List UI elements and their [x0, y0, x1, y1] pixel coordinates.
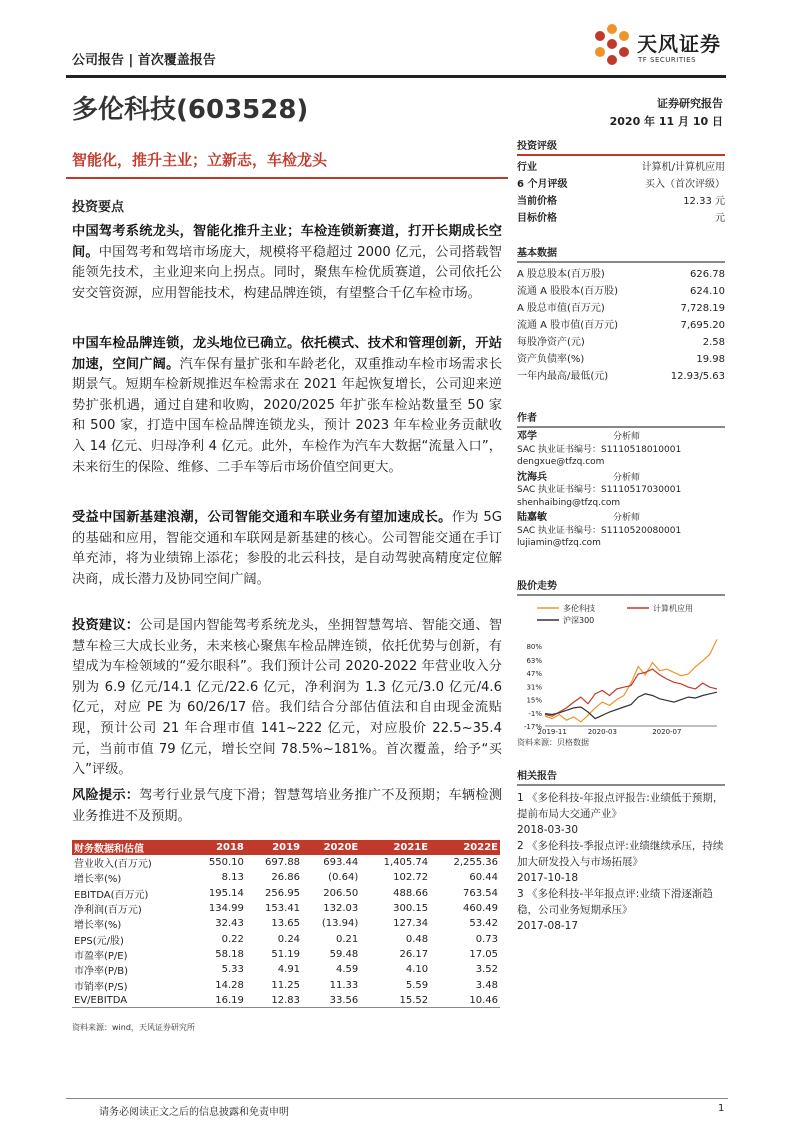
rating-row	[517, 159, 725, 176]
basic-data-row	[517, 351, 725, 368]
basic-data-panel	[517, 244, 725, 385]
basic-data-row	[517, 283, 725, 300]
paragraph-4-bold: 投资建议：	[72, 618, 140, 633]
table-cell: 488.66	[393, 887, 429, 899]
page-title: 多伦科技(603528)	[72, 95, 309, 125]
table-cell: 10.46	[430, 993, 500, 1008]
table-cell: 53.42	[469, 918, 498, 930]
table-cell: 460.49	[463, 903, 498, 915]
paragraph-2	[72, 334, 502, 478]
author-cert: SAC 执业证书编号：S1110520080001	[517, 525, 682, 536]
table-cell: 市净率(P/B)	[74, 966, 129, 978]
x-tick-label: 2019-11	[537, 728, 567, 736]
basic-data-value: 7,695.20	[680, 320, 725, 331]
table-cell: 8.13	[221, 872, 244, 884]
table-cell: 134.99	[208, 903, 244, 915]
authors-heading: 作者	[517, 409, 725, 428]
subtitle: 智能化，推升主业；立新志，车检龙头	[72, 151, 328, 169]
y-tick-label: 80%	[526, 643, 542, 651]
table-cell: 0.24	[277, 933, 301, 945]
table-cell: 增长率(%)	[74, 874, 122, 886]
table-row	[72, 931, 500, 946]
paragraph-1-text: 中国驾考和驾培市场庞大，规模将平稳超过 2000 亿元，公司搭载智能领先技术，主业迎来向上拐点。同时，聚焦车检优质赛道，公司依托公安交管资源，应用智能技术，构建品牌连锁，有望整合千亿车检市场。	[72, 244, 502, 301]
rating-row	[517, 193, 725, 210]
tf-logo-icon	[590, 22, 634, 68]
table-cell: EBITDA(百万元)	[74, 889, 149, 901]
table-source: 资料来源：wind，天风证券研究所	[72, 1023, 195, 1032]
rating-heading: 投资评级	[517, 137, 725, 156]
financial-table-header	[72, 840, 500, 855]
paragraph-3-text: 作为 5G 的基础和应用，智能交通和车联网是新基建的核心。公司智能交通在手订单充沛，将为业绩锦上添花；参股的北云科技，是自动驾驶高精度定位解决商，成长潜力及协同空间广阔。	[72, 510, 502, 587]
stock-chart	[517, 596, 725, 736]
table-cell: 12.83	[246, 993, 302, 1008]
table-cell: 市盈率(P/E)	[74, 950, 128, 962]
legend-label: 沪深300	[563, 616, 595, 625]
basic-data-value: 19.98	[696, 354, 725, 365]
basic-data-heading: 基本数据	[517, 244, 725, 263]
basic-data-label: 流通 A 股股本(百万股)	[517, 286, 619, 297]
table-cell: 127.34	[393, 918, 429, 930]
table-cell: 51.19	[271, 948, 301, 960]
table-cell: 59.48	[329, 948, 359, 960]
table-cell: 693.44	[323, 857, 359, 869]
page-number: 1	[718, 1103, 725, 1114]
table-row	[72, 962, 500, 977]
basic-data-label: 流通 A 股市值(百万元)	[517, 320, 619, 331]
paragraph-2-bold: 中国车检品牌连锁，龙头地位已确立。依托模式、技术和管理创新，开站加速，空间广阔。	[72, 336, 502, 372]
author-email: shenhaibing@tfzq.com	[517, 497, 621, 508]
related-list	[517, 786, 725, 934]
paragraph-2-text: 汽车保有量扩张和车龄老化，双重推动车检市场需求长期景气。短期车检新规推迟车检需求在 2021 年起恢复增长，公司迎来逆势扩张机遇，通过自建和收购，2020/2025 年扩张车检站数量至 50 家和 500 家，打造中国车检品牌连锁龙头，预计 2023 年车检业务贡献收入 14 亿元、归母净利 4 亿元。此外，车检作为汽车大数据“流量入口”，未来衍生的保险、维修、二手车等后市场价值空间更大。	[72, 356, 503, 475]
author-title: 分析师	[613, 513, 641, 523]
basic-data-rows	[517, 263, 725, 385]
paragraph-3	[72, 508, 502, 590]
author-name-line	[517, 512, 725, 525]
brand-name-en: TF SECURITIES	[638, 56, 697, 64]
paragraph-5-text: 驾考行业景气度下滑；智慧驾培业务推广不及预期；车辆检测业务推进不及预期。	[72, 788, 503, 824]
author-name: 沈海兵	[517, 471, 547, 483]
table-cell: 11.25	[271, 979, 301, 991]
financial-table-body	[72, 855, 500, 1008]
paragraph-3-bold: 受益中国新基建浪潮，公司智能交通和车联业务有望加速成长。	[72, 510, 452, 525]
header-divider	[66, 75, 726, 78]
paragraph-1-bold: 中国驾考系统龙头，智能化推升主业；车检连锁新赛道，打开长期成长空间。	[72, 224, 502, 260]
author-name-line	[517, 431, 725, 444]
table-cell: 300.15	[393, 903, 429, 915]
rating-label: 6 个月评级	[517, 179, 568, 190]
legend-label: 计算机应用	[653, 604, 693, 613]
table-cell: 13.65	[271, 918, 301, 930]
basic-data-value: 2.58	[702, 337, 725, 348]
table-cell: 132.03	[323, 903, 359, 915]
related-report	[517, 838, 725, 886]
table-cell: 17.05	[469, 948, 498, 960]
related-report-date: 2018-03-30	[517, 824, 579, 836]
table-cell: 60.44	[469, 872, 498, 884]
basic-data-label: 资产负债率(%)	[517, 354, 585, 365]
author-email: dengxue@tfzq.com	[517, 457, 605, 467]
paragraph-4-text: 公司是国内智能驾考系统龙头，坐拥智慧驾培、智能交通、智慧车检三大成长业务，未来核心聚焦车检品牌连锁，依托优势与创新，有望成为车检领域的“爱尔眼科”。我们预计公司 2020-2022 年营业收入分别为 6.9 亿元/14.1 亿元/22.6 亿元，净利润为 1.3 亿元/3.0 亿元/4.6 亿元，对应 PE 为 60/26/17 倍。我们结合分部估值法和自由现金流贴现，预计公司 21 年合理市值 141~222 亿元，对应股价 22.5~35.4 元，当前市值 79 亿元，增长空间 78.5%~181%。首次覆盖，给予“买入”评级。	[72, 618, 503, 778]
basic-data-value: 626.78	[690, 269, 725, 280]
author-card	[517, 431, 725, 469]
table-cell: 2,255.36	[453, 857, 498, 869]
y-tick-label: 63%	[526, 657, 542, 666]
legend-label: 多伦科技	[563, 604, 595, 613]
subtitle-divider	[66, 177, 508, 179]
related-panel	[517, 767, 725, 934]
financial-table	[72, 840, 500, 1008]
table-cell: 206.50	[323, 887, 359, 899]
basic-data-label: 每股净资产(元)	[517, 337, 585, 348]
table-cell: 26.86	[271, 872, 301, 884]
section-title: 投资要点	[72, 200, 125, 215]
related-report-date: 2017-10-18	[517, 872, 579, 884]
table-cell: 0.48	[405, 933, 429, 945]
table-row	[72, 901, 500, 916]
related-report-title: 2 《多伦科技-季报点评:业绩继续承压，持续加大研发投入与市场拓展》	[517, 840, 724, 868]
table-cell: 256.95	[265, 887, 301, 899]
author-card	[517, 472, 725, 510]
rating-rows	[517, 156, 725, 227]
table-row	[72, 993, 500, 1008]
table-header-cell: 2018	[190, 840, 246, 855]
basic-data-value: 7,728.19	[680, 303, 725, 314]
brand-logo	[590, 22, 730, 72]
table-cell: 4.59	[335, 964, 359, 976]
author-card	[517, 512, 725, 550]
author-name-line	[517, 472, 725, 485]
basic-data-label: A 股总市值(百万元)	[517, 303, 605, 314]
y-tick-label: 31%	[526, 683, 542, 692]
brand-name-cn: 天风证券	[637, 32, 721, 56]
table-cell: 33.56	[302, 993, 360, 1008]
paragraph-1	[72, 222, 502, 304]
report-type: 公司报告 | 首次覆盖报告	[72, 53, 216, 68]
related-report	[517, 886, 725, 934]
table-cell: (0.64)	[328, 872, 359, 884]
basic-data-label: 一年内最高/最低(元)	[517, 371, 609, 382]
table-header-cell: 财务数据和估值	[72, 840, 190, 855]
table-cell: 153.41	[265, 903, 301, 915]
footer-divider	[66, 1098, 728, 1099]
basic-data-value: 624.10	[690, 286, 725, 297]
table-cell: 763.54	[463, 887, 498, 899]
author-email: lujiamin@tfzq.com	[517, 538, 601, 548]
table-header-cell: 2020E	[302, 840, 360, 855]
table-cell: 净利润(百万元)	[74, 905, 142, 917]
basic-data-row	[517, 334, 725, 351]
table-cell: 0.73	[475, 933, 498, 945]
y-tick-label: 15%	[526, 696, 542, 705]
table-cell: 32.43	[215, 918, 244, 930]
table-cell: 58.18	[215, 948, 244, 960]
table-cell: 15.52	[360, 993, 430, 1008]
basic-data-row	[517, 317, 725, 334]
stock-chart-heading: 股价走势	[517, 577, 725, 596]
table-row	[72, 870, 500, 885]
table-header-cell: 2019	[246, 840, 302, 855]
related-report-title: 1 《多伦科技-年报点评报告:业绩低于预期，提前布局大交通产业》	[517, 792, 724, 820]
table-cell: 11.33	[329, 979, 359, 991]
table-cell: 4.10	[405, 964, 429, 976]
table-cell: 市销率(P/S)	[74, 981, 128, 993]
table-cell: 697.88	[265, 857, 301, 869]
rating-label: 目标价格	[517, 213, 557, 224]
table-header-cell: 2021E	[360, 840, 430, 855]
table-row	[72, 886, 500, 901]
author-cert: SAC 执业证书编号：S1110518010001	[517, 444, 682, 455]
chart-source: 资料来源：贝格数据	[517, 738, 589, 747]
rating-value: 12.33 元	[683, 196, 725, 207]
authors-panel	[517, 409, 725, 553]
stock-chart-panel	[517, 577, 725, 748]
paragraph-5-bold: 风险提示：	[72, 788, 140, 803]
x-tick-label: 2020-03	[587, 728, 617, 736]
table-cell: 195.14	[208, 887, 244, 899]
table-row	[72, 916, 500, 931]
table-cell: 营业收入(百万元)	[74, 859, 152, 871]
basic-data-row	[517, 368, 725, 385]
rating-value: 元	[715, 213, 725, 224]
y-tick-label: -1%	[528, 709, 542, 718]
rating-label: 当前价格	[517, 196, 557, 207]
y-tick-label: 47%	[526, 670, 542, 679]
author-name: 邓学	[517, 431, 537, 442]
table-row	[72, 977, 500, 992]
table-cell: 0.22	[221, 933, 244, 945]
table-row	[72, 947, 500, 962]
report-category: 证券研究报告	[657, 97, 723, 110]
rating-value: 计算机/计算机应用	[641, 162, 725, 173]
rating-panel	[517, 137, 725, 227]
table-row	[72, 855, 500, 870]
footer-disclaimer: 请务必阅读正文之后的信息披露和免责申明	[99, 1107, 289, 1118]
rating-row	[517, 176, 725, 193]
rating-row	[517, 210, 725, 227]
x-tick-label: 2020-07	[652, 728, 682, 736]
related-heading: 相关报告	[517, 767, 725, 786]
table-cell: 5.59	[405, 979, 429, 991]
report-date: 2020 年 11 月 10 日	[609, 115, 723, 128]
author-title: 分析师	[613, 432, 641, 442]
table-cell: 26.17	[399, 948, 429, 960]
table-cell: 4.91	[277, 964, 301, 976]
table-cell: 14.28	[215, 979, 244, 991]
table-cell: (13.94)	[321, 918, 359, 930]
table-cell: 3.48	[475, 979, 498, 991]
table-cell: 550.10	[208, 857, 244, 869]
y-tick-label: -17%	[523, 723, 542, 731]
author-cert: SAC 执业证书编号：S1110517030001	[517, 485, 682, 495]
table-cell: 增长率(%)	[74, 920, 122, 932]
paragraph-5	[72, 786, 502, 827]
basic-data-label: A 股总股本(百万股)	[517, 269, 605, 280]
related-report-title: 3 《多伦科技-半年报点评:业绩下滑逐渐趋稳，公司业务短期承压》	[517, 888, 713, 916]
basic-data-row	[517, 266, 725, 283]
paragraph-4	[72, 616, 502, 781]
author-title: 分析师	[613, 472, 641, 483]
rating-label: 行业	[517, 162, 537, 173]
author-list	[517, 428, 725, 550]
basic-data-row	[517, 300, 725, 317]
basic-data-value: 12.93/5.63	[670, 371, 725, 382]
related-report	[517, 790, 725, 838]
table-cell: 102.72	[393, 872, 429, 884]
table-cell: 0.21	[335, 933, 359, 945]
series-line-2	[545, 692, 717, 718]
related-report-date: 2017-08-17	[517, 920, 579, 932]
rating-value: 买入（首次评级）	[645, 179, 725, 190]
table-cell: 1,405.74	[383, 857, 429, 869]
table-cell: 3.52	[475, 964, 498, 976]
table-cell: EV/EBITDA	[72, 993, 190, 1008]
table-header-cell: 2022E	[430, 840, 500, 855]
author-name: 陆嘉敏	[517, 512, 547, 523]
series-line-0	[545, 639, 717, 722]
table-cell: EPS(元/股)	[74, 935, 124, 947]
table-cell: 16.19	[190, 993, 246, 1008]
table-cell: 5.33	[221, 964, 244, 976]
